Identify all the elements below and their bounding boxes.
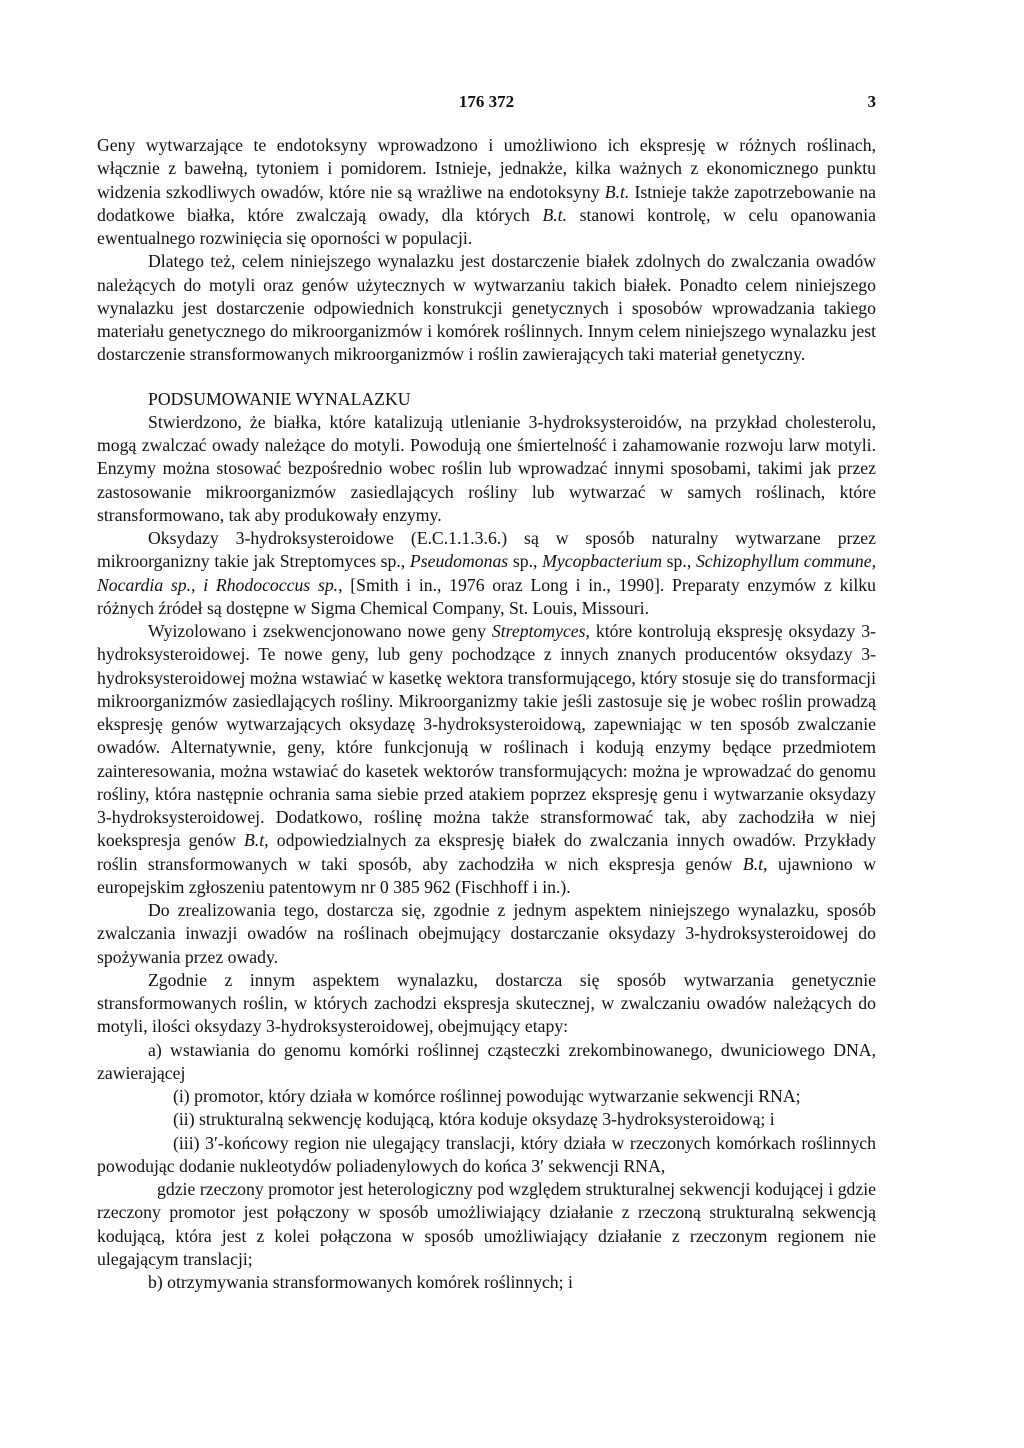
paragraph-2: Dlatego też, celem niniejszego wynalazku jest dostarczenie białek zdolnych do zwalczania owadów należących do motyli oraz genów użytecznych w wytwarzaniu takich białek. Ponadto celem niniejszego wynalazku jest dostarczenie odpowiednich konstrukcji genetycznych i sposobów wprowadzania takiego materiału genetycznego do mikroorganizmów i komórek roślinnych. Innym celem niniejszego wynalazku jest dostarczenie stransformowanych mikroorganizmów i roślin zawierających taki materiał genetyczny.	[97, 251, 876, 365]
document-body	[97, 134, 876, 1294]
list-item-iii: (iii) 3′-końcowy region nie ulegający translacji, który działa w rzeczonych komórkach roślinnych powodując dodanie nukleotydów poliadenylowych do końca 3′ sekwencji RNA,	[97, 1132, 876, 1176]
paragraph-5-text-a: Wyizolowano i zsekwencjonowano nowe geny	[148, 621, 492, 641]
paragraph-5-text-c: , odpowiedzialnych za ekspresję białek do zwalczania innych owadów. Przykłady roślin stransformowanych w taki sposób, aby zachodziła w nich ekspresja genów	[97, 830, 876, 874]
list-item-condition: gdzie rzeczony promotor jest heterologiczny pod względem strukturalnej sekwencji kodującej i gdzie rzeczony promotor jest połączony w sposób umożliwiający działanie z rzeczoną strukturalną sekwencją kodującą, która jest z kolei połączona w sposób umożliwiający działanie z rzeczonym regionem nie ulegającym translacji;	[97, 1179, 876, 1269]
species-streptomyces: Streptomyces	[491, 621, 586, 641]
species-list: Schizophyllum commune, Nocardia sp., i Rhodococcus sp.	[97, 551, 876, 595]
paragraph-4-text-c: sp.,	[661, 551, 696, 572]
list-item-i: (i) promotor, który działa w komórce roślinnej powodując wytwarzanie sekwencji RNA;	[173, 1086, 801, 1106]
species-pseudomonas: Pseudomonas	[409, 551, 509, 572]
list-item-b: b) otrzymywania stransformowanych komórek roślinnych; i	[148, 1272, 573, 1292]
paragraph-5-text-d: , ujawniono w europejskim zgłoszeniu patentowym nr 0 385 962 (Fischhoff i in.).	[97, 853, 876, 897]
list-item-a: a) wstawiania do genomu komórki roślinnej cząsteczki zrekombinowanego, dwuniciowego DNA, zawierającej	[97, 1039, 876, 1083]
paragraph-4-text-a: Oksydazy 3-hydroksysteroidowe (E.C.1.1.3.6.) są w sposób naturalny wytwarzane przez mikroorganizny takie jak Streptomyces sp.,	[97, 528, 876, 572]
section-heading: PODSUMOWANIE WYNALAZKU	[148, 388, 411, 409]
bt-term: B.t.	[604, 181, 630, 202]
paragraph-1-text-c: stanowi kontrolę, w celu opanowania ewentualnego rozwinięcia się oporności w populacji.	[97, 204, 876, 248]
paragraph-1-text-b: Istnieje także zapotrzebowanie na dodatkowe białka, które zwalczają owady, dla których	[97, 181, 876, 225]
paragraph-4	[97, 527, 876, 620]
paragraph-1-text-a: Geny wytwarzające te endotoksyny wprowadzono i umożliwiono ich ekspresję w różnych roślinach, włącznie z bawełną, tytoniem i pomidorem. Istnieje, jednakże, kilka ważnych z ekonomicznego punktu widzenia szkodliwych owadów, które nie są wrażliwe na endotoksyny	[97, 135, 876, 202]
bt-term: B.t	[244, 830, 265, 851]
page-number: 3	[867, 92, 876, 111]
bt-term: B.t.	[542, 204, 567, 225]
species-mycobacterium: Mycopbacterium	[542, 551, 662, 572]
paragraph-7: Zgodnie z innym aspektem wynalazku, dostarcza się sposób wytwarzania genetycznie stransformowanych roślin, w których zachodzi ekspresja skutecznej, w zwalczaniu owadów należących do motyli, ilości oksydazy 3-hydroksysteroidowej, obejmujący etapy:	[97, 969, 876, 1037]
bt-term: B.t	[742, 853, 764, 874]
paragraph-3: Stwierdzono, że białka, które katalizują utlenianie 3-hydroksysteroidów, na przykład cholesterolu, mogą zwalczać owady należące do motyli. Powodują one śmiertelność i zahamowanie rozwoju larw motyli. Enzymy można stosować bezpośrednio wobec roślin lub wprowadzać innymi sposobami, takimi jak przez zastosowanie mikroorganizmów zasiedlających rośliny lub wytwarzać w samych roślinach, które stransformowano, tak aby produkowały enzymy.	[97, 411, 876, 525]
paragraph-1	[97, 134, 876, 250]
page-header	[97, 92, 876, 116]
paragraph-5-text-b: , które kontrolują ekspresję oksydazy 3-hydroksysteroidowej. Te nowe geny, lub geny pochodzące z innych znanych producentów oksydazy 3-hydroksysteroidowej można wstawiać w kasetkę wektora transformującego, który stosuje się do transformacji mikroorganizmów zasiedlających rośliny. Mikroorganizmy takie jeśli zastosuje się je wobec roślin prowadzą ekspresję genów wytwarzających oksydazę 3-hydroksysteroidową, zapewniając w ten sposób zwalczanie owadów. Alternatywnie, geny, które funkcjonują w roślinach i kodują enzymy będące przedmiotem zainteresowania, można wstawiać do kasetek wektorów transformujących: można je wprowadzać do genomu rośliny, która następnie ochrania sama siebie przed atakiem poprzez ekspresję genu i wytwarzanie oksydazy 3-hydroksysteroidowej. Dodatkowo, roślinę można także stransformować tak, aby zachodziła w niej koekspresja genów	[97, 621, 877, 851]
paragraph-6: Do zrealizowania tego, dostarcza się, zgodnie z jednym aspektem niniejszego wynalazku, sposób zwalczania inwazji owadów na roślinach obejmujący dostarczanie oksydazy 3-hydroksysteroidowej do spożywania przez owady.	[97, 900, 876, 967]
list-item-ii: (ii) strukturalną sekwencję kodującą, która koduje oksydazę 3-hydroksysteroidową; i	[173, 1109, 775, 1130]
paragraph-5	[97, 620, 876, 899]
document-number: 176 372	[458, 92, 515, 111]
paragraph-4-text-b: sp.,	[508, 551, 543, 572]
paragraph-4-text-d: , [Smith i in., 1976 oraz Long i in., 1990]. Preparaty enzymów z kilku różnych źródeł są dostępne w Sigma Chemical Company, St. Louis, Missouri.	[97, 574, 876, 618]
